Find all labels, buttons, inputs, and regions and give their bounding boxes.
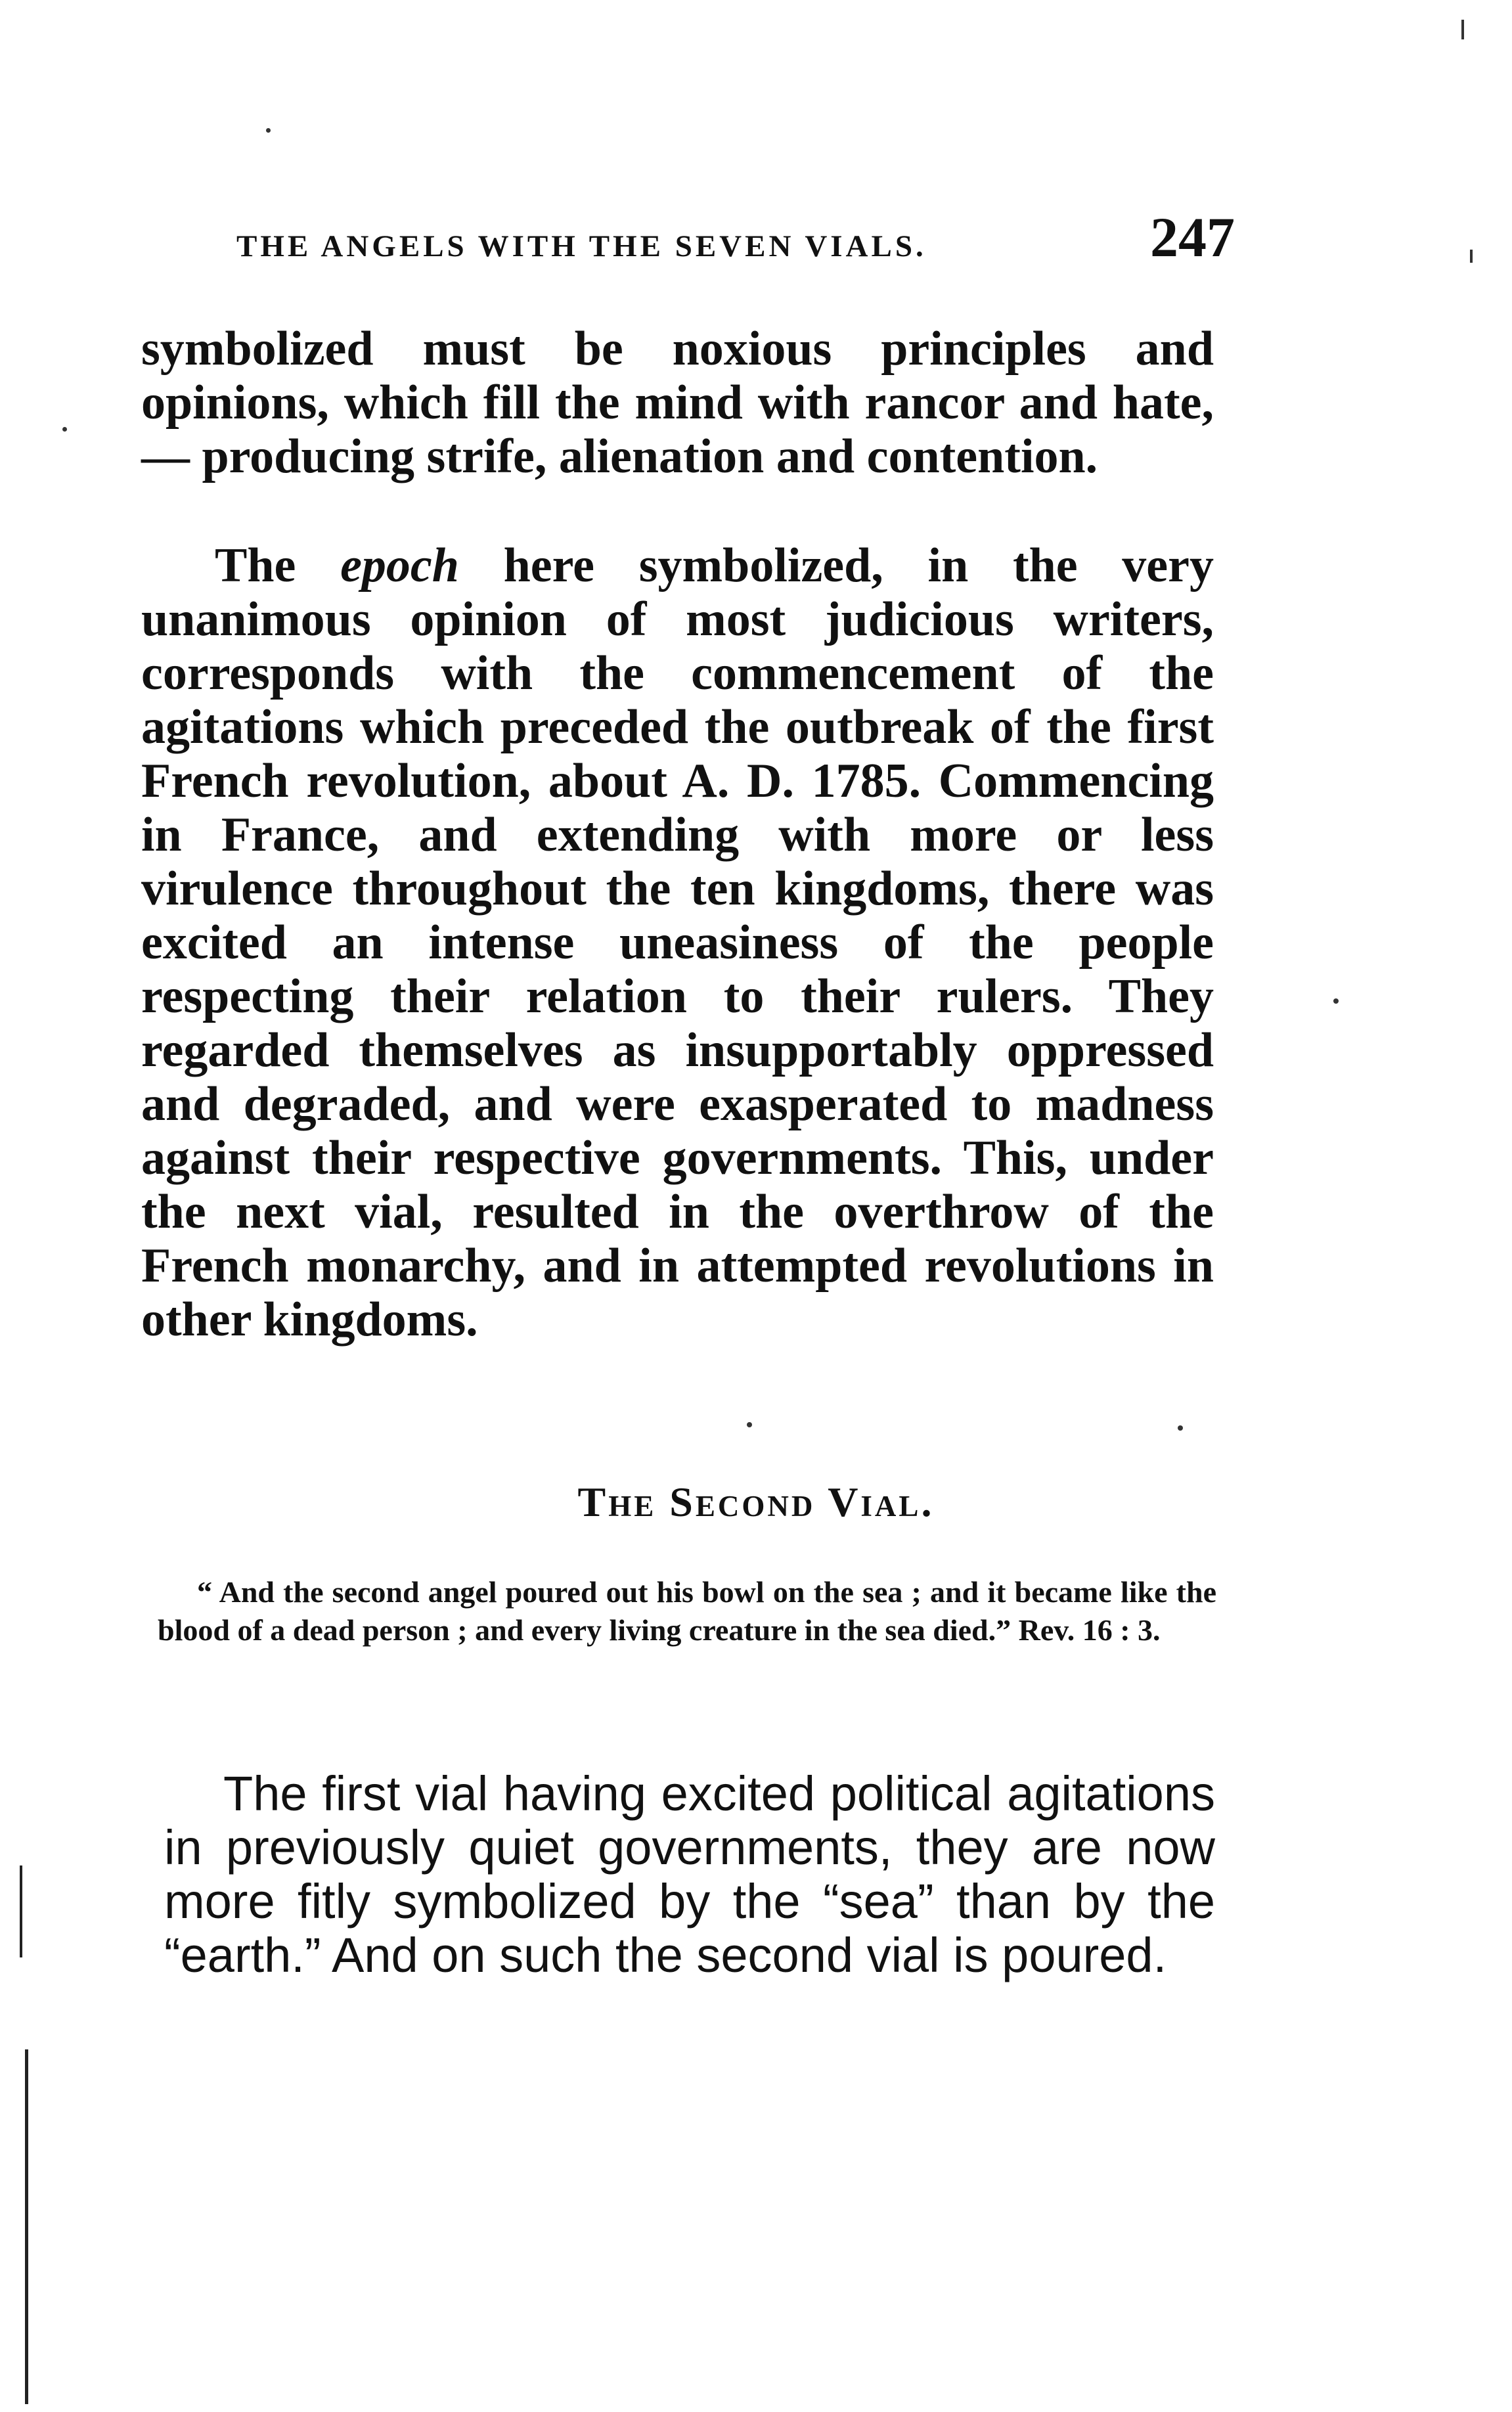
running-head: THE ANGELS WITH THE SEVEN VIALS. — [236, 229, 927, 263]
paragraph-epoch — [141, 539, 1214, 1406]
emphasis-word: epoch — [340, 539, 459, 592]
scan-speck — [1461, 20, 1464, 39]
scan-speck — [747, 1422, 752, 1427]
section-title: The Second Vial. — [577, 1479, 935, 1525]
scan-speck — [1470, 250, 1473, 263]
epigraph-quote — [158, 1573, 1216, 1649]
paragraph-continuation — [141, 322, 1214, 539]
scan-speck — [266, 128, 271, 133]
scan-speck — [1333, 998, 1339, 1004]
scan-gutter-line — [25, 2049, 28, 2404]
paragraph-lead: The — [215, 539, 341, 592]
paragraph-text: The first vial having excited political agitations in previously quiet governments, they are now more fitly symbolized by the “sea” than by the “earth.” And on such the second vial is poured. — [164, 1766, 1215, 1982]
scan-gutter-line — [20, 1865, 22, 1957]
paragraph-text — [141, 539, 1214, 1347]
epigraph-text: “ And the second angel poured out his bowl on the sea ; and it became like the blood of a dead person ; and every living creature in the sea died.” Rev. 16 : 3. — [158, 1575, 1216, 1647]
paragraph-body: here symbolized, in the very unanimous opinion of most judicious writers, corresponds with the commencement of the agitations which preceded the outbreak of the first French revolution, about A. D. 1785. Commencing in France, and extending with more or less virulence throughout the ten kingdoms, there was excited an intense uneasiness of the people respecting their relation to their rulers. They regarded themselves as insupportably oppressed and degraded, and were exasperated to madness against their respective governments. This, under the next vial, resulted in the overthrow of the French monarchy, and in attempted revolutions in other kingdoms. — [141, 539, 1214, 1347]
scan-speck — [62, 427, 67, 432]
page-header — [236, 206, 1235, 281]
scan-speck — [1178, 1425, 1183, 1431]
paragraph-text: symbolized must be noxious principles and opinions, which fill the mind with rancor and hate, — producing strife, alienation and contention. — [141, 322, 1214, 483]
closing-paragraph — [164, 1767, 1215, 1982]
page-number: 247 — [1150, 206, 1235, 269]
